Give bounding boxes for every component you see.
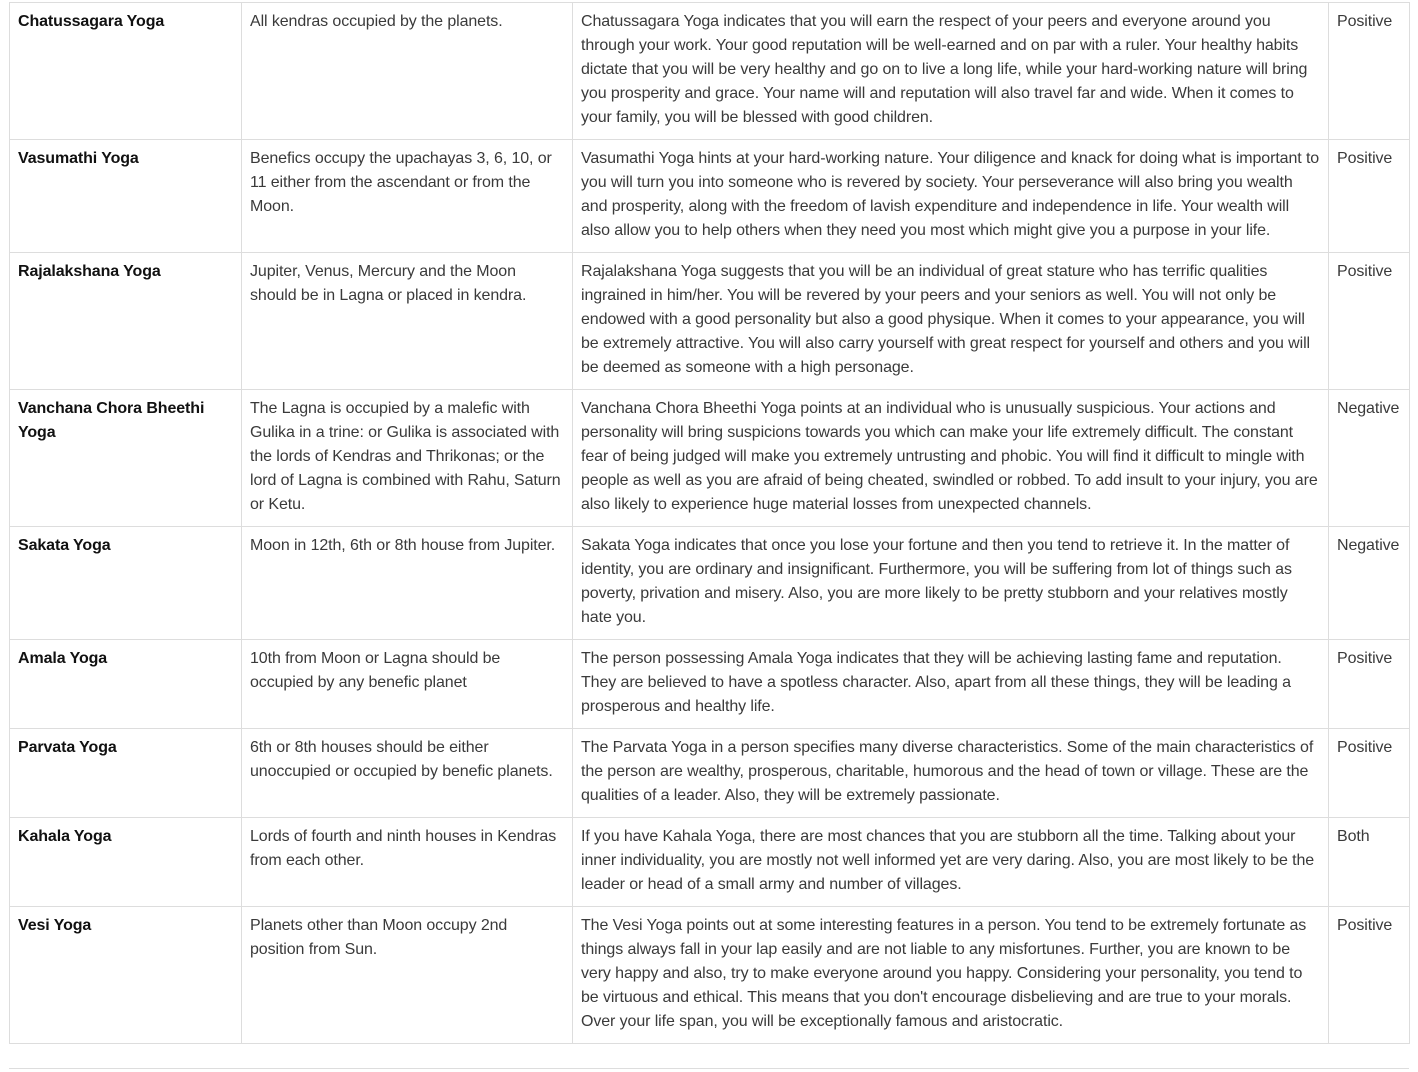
yoga-name-cell: Parvata Yoga — [10, 729, 242, 818]
table-row — [10, 818, 1410, 907]
table-row — [10, 390, 1410, 527]
yoga-name-cell: Sakata Yoga — [10, 527, 242, 640]
yoga-name-cell: Vasumathi Yoga — [10, 140, 242, 253]
yoga-description-cell: Vanchana Chora Bheethi Yoga points at an individual who is unusually suspicious. Your actions and personality will bring suspicions towards you which can make your life extremely difficult. The constant fear of being judged will make you extremely untrusting and phobic. You will find it difficult to mingle with people as well as you are afraid of being cheated, swindled or robbed. To add insult to your injury, you are also likely to experience huge material losses from unexpected channels. — [573, 390, 1329, 527]
yoga-description-cell: Chatussagara Yoga indicates that you will earn the respect of your peers and everyone around you through your work. Your good reputation will be well-earned and on par with a ruler. Your healthy habits dictate that you will be very healthy and go on to live a long life, while your hard-working nature will bring you prosperity and grace. Your name will and reputation will also travel far and wide. When it comes to your family, you will be blessed with good children. — [573, 3, 1329, 140]
yoga-description-cell: The person possessing Amala Yoga indicates that they will be achieving lasting fame and reputation. They are believed to have a spotless character. Also, apart from all these things, they will be leading a prosperous and healthy life. — [573, 640, 1329, 729]
next-row-edge — [9, 1068, 1409, 1072]
yoga-effect-cell: Positive — [1329, 640, 1410, 729]
table-row — [10, 253, 1410, 390]
yoga-condition-cell: Jupiter, Venus, Mercury and the Moon should be in Lagna or placed in kendra. — [242, 253, 573, 390]
yoga-name-cell: Amala Yoga — [10, 640, 242, 729]
yoga-condition-cell: 10th from Moon or Lagna should be occupied by any benefic planet — [242, 640, 573, 729]
yoga-description-cell: Vasumathi Yoga hints at your hard-working nature. Your diligence and knack for doing what is important to you will turn you into someone who is revered by society. Your perseverance will also bring you wealth and prosperity, along with the freedom of lavish expenditure and independence in life. Your wealth will also allow you to help others when they need you most which might give you a purpose in your life. — [573, 140, 1329, 253]
yoga-effect-cell: Both — [1329, 818, 1410, 907]
yoga-description-cell: Rajalakshana Yoga suggests that you will be an individual of great stature who has terrific qualities ingrained in him/her. You will be revered by your peers and your seniors as well. You will not only be endowed with a good personality but also a good physique. When it comes to your appearance, you will be extremely attractive. You will also carry yourself with great respect for yourself and others and you will be deemed as someone with a high personage. — [573, 253, 1329, 390]
yoga-condition-cell: 6th or 8th houses should be either unoccupied or occupied by benefic planets. — [242, 729, 573, 818]
yoga-effect-cell: Positive — [1329, 253, 1410, 390]
table-row — [10, 729, 1410, 818]
yoga-name-cell: Vesi Yoga — [10, 907, 242, 1044]
yoga-effect-cell: Negative — [1329, 527, 1410, 640]
table-row — [10, 907, 1410, 1044]
yoga-condition-cell: All kendras occupied by the planets. — [242, 3, 573, 140]
yoga-description-cell: If you have Kahala Yoga, there are most chances that you are stubborn all the time. Talking about your inner individuality, you are mostly not well informed yet are very daring. Also, you are most likely to be the leader or head of a small army and number of villages. — [573, 818, 1329, 907]
yoga-effect-cell: Positive — [1329, 3, 1410, 140]
yoga-description-cell: The Parvata Yoga in a person specifies many diverse characteristics. Some of the main characteristics of the person are wealthy, prosperous, charitable, humorous and the head of town or village. These are the qualities of a leader. Also, they will be extremely passionate. — [573, 729, 1329, 818]
yoga-name-cell: Kahala Yoga — [10, 818, 242, 907]
table-row — [10, 527, 1410, 640]
yoga-effect-cell: Negative — [1329, 390, 1410, 527]
yoga-description-cell: The Vesi Yoga points out at some interesting features in a person. You tend to be extremely fortunate as things always fall in your lap easily and are not liable to any misfortunes. Further, you are known to be very happy and also, try to make everyone around you happy. Considering your personality, you tend to be virtuous and ethical. This means that you don't encourage disbelieving and are true to your morals. Over your life span, you will be exceptionally famous and aristocratic. — [573, 907, 1329, 1044]
table-row — [10, 3, 1410, 140]
yoga-condition-cell: Lords of fourth and ninth houses in Kendras from each other. — [242, 818, 573, 907]
yoga-effect-cell: Positive — [1329, 729, 1410, 818]
yoga-condition-cell: Benefics occupy the upachayas 3, 6, 10, or 11 either from the ascendant or from the Moon. — [242, 140, 573, 253]
table-row — [10, 140, 1410, 253]
yoga-condition-cell: Planets other than Moon occupy 2nd position from Sun. — [242, 907, 573, 1044]
yoga-effect-cell: Positive — [1329, 907, 1410, 1044]
yoga-table-body — [10, 3, 1410, 1044]
yoga-name-cell: Rajalakshana Yoga — [10, 253, 242, 390]
table-row — [10, 640, 1410, 729]
yoga-name-cell: Vanchana Chora Bheethi Yoga — [10, 390, 242, 527]
yoga-description-cell: Sakata Yoga indicates that once you lose your fortune and then you tend to retrieve it. In the matter of identity, you are ordinary and insignificant. Furthermore, you will be suffering from lot of things such as poverty, privation and misery. Also, you are more likely to be pretty stubborn and your relatives mostly hate you. — [573, 527, 1329, 640]
yoga-condition-cell: Moon in 12th, 6th or 8th house from Jupiter. — [242, 527, 573, 640]
yoga-effect-cell: Positive — [1329, 140, 1410, 253]
yoga-condition-cell: The Lagna is occupied by a malefic with Gulika in a trine: or Gulika is associated with the lords of Kendras and Thrikonas; or the lord of Lagna is combined with Rahu, Saturn or Ketu. — [242, 390, 573, 527]
yoga-name-cell: Chatussagara Yoga — [10, 3, 242, 140]
yoga-table — [9, 2, 1410, 1044]
